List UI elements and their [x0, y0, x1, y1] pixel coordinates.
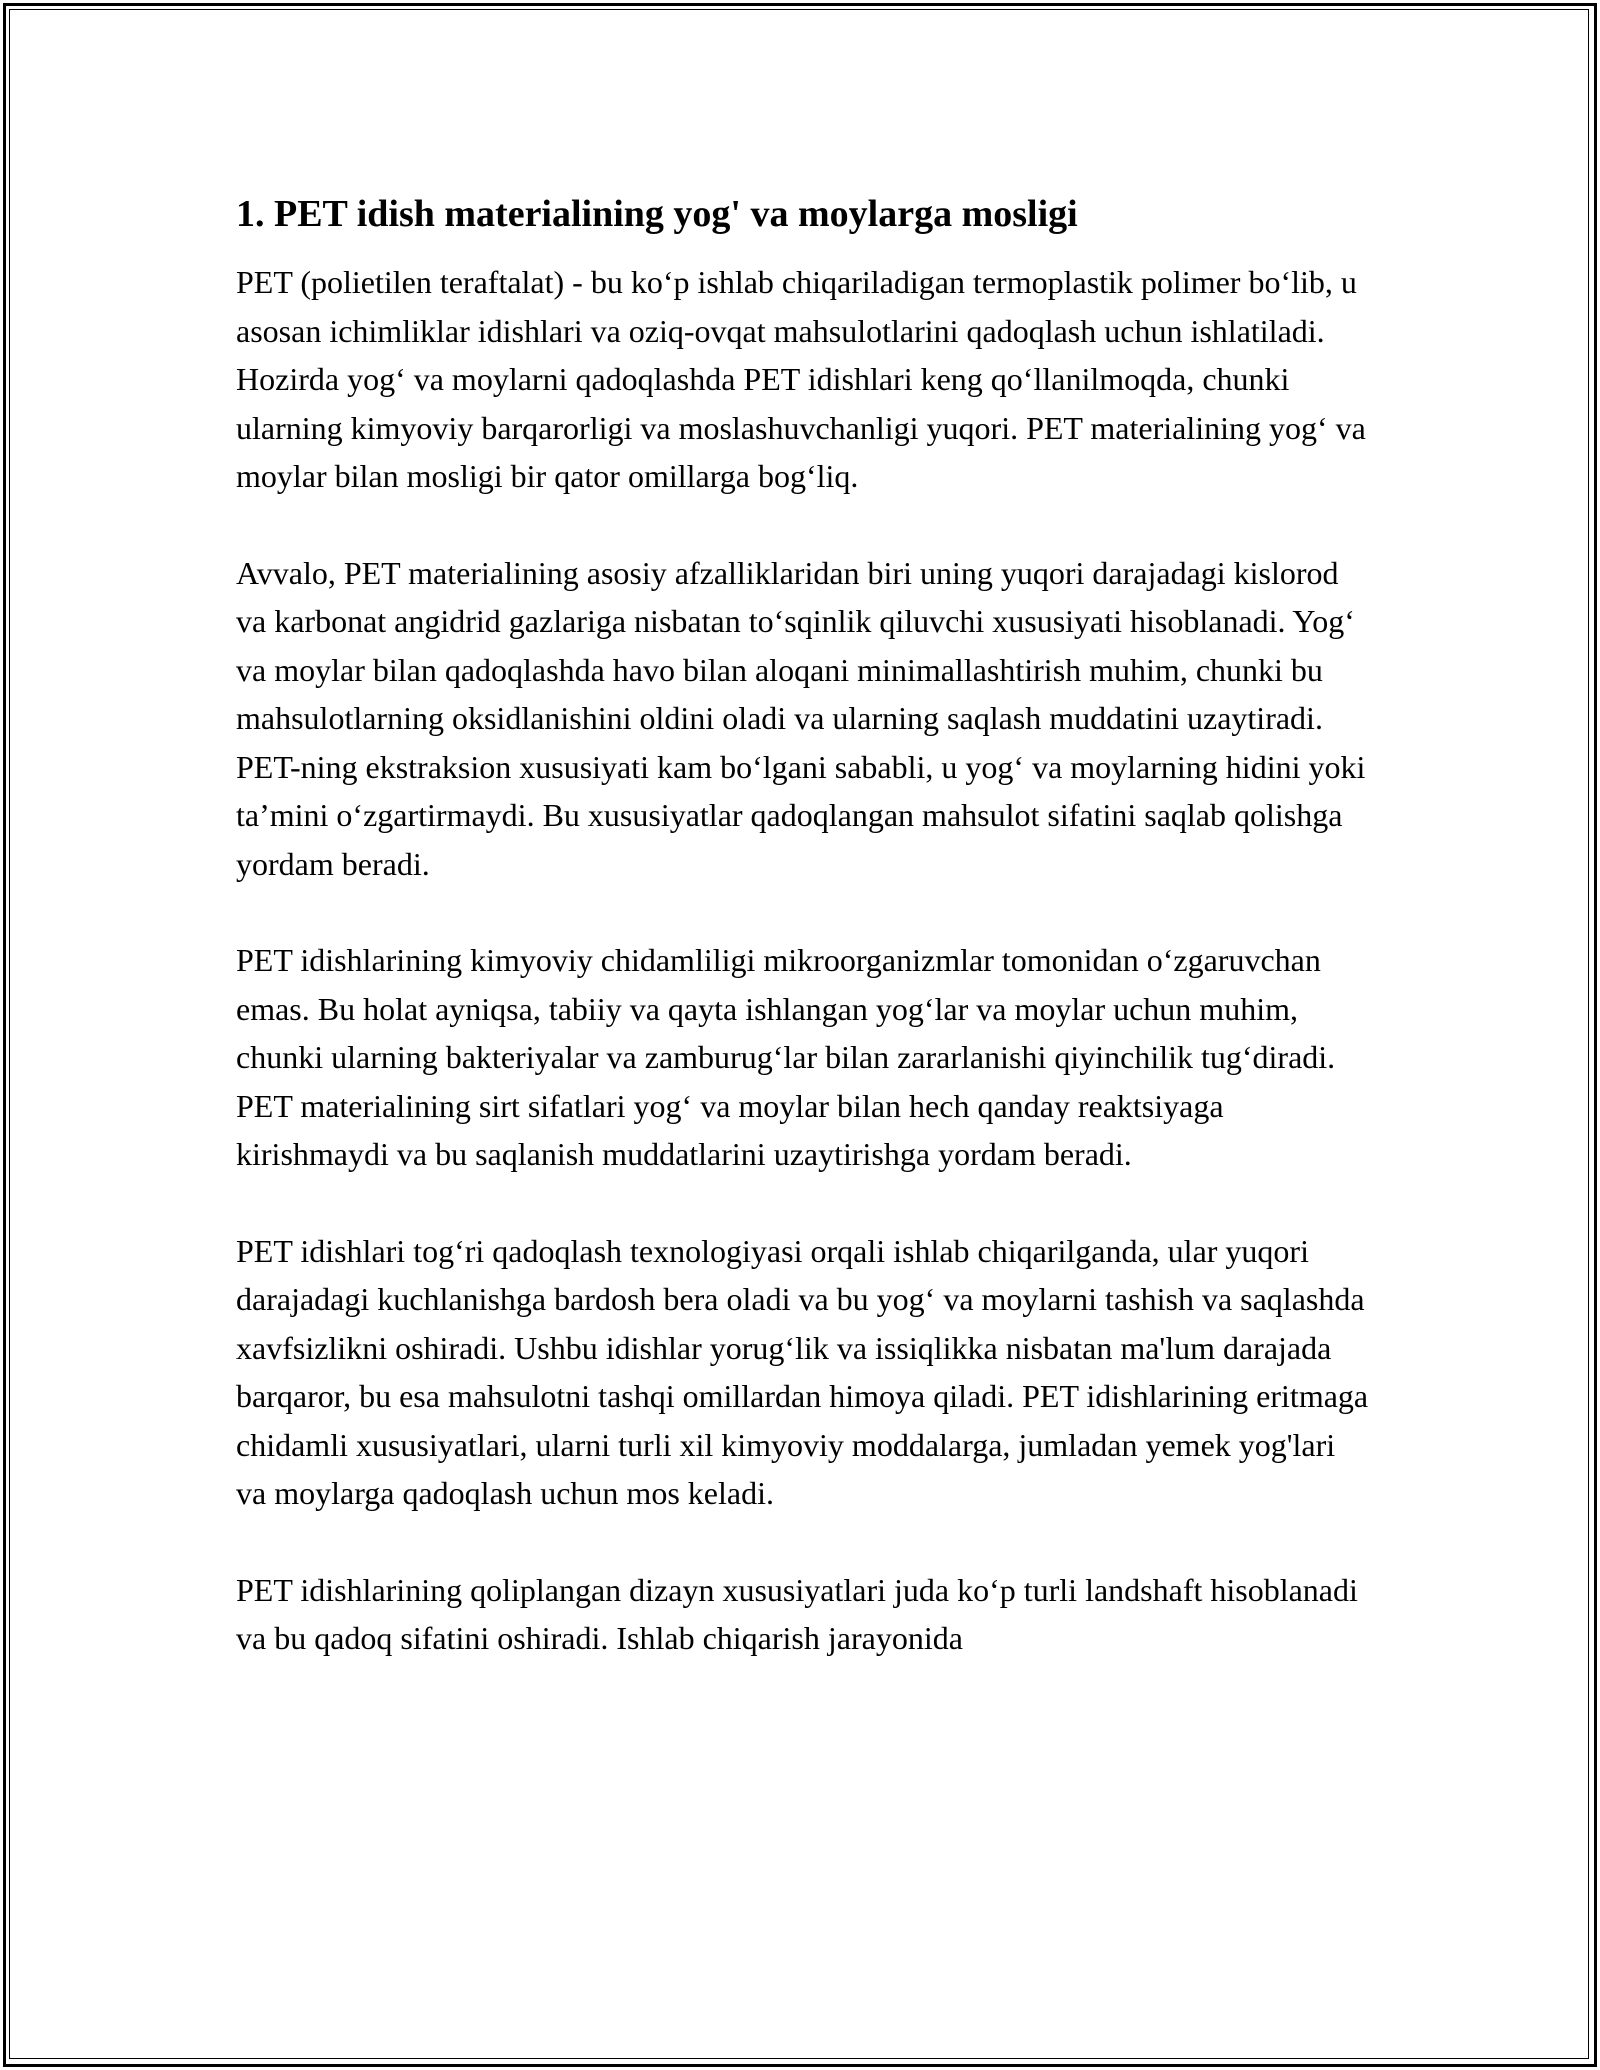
document-title: 1. PET idish materialining yog' va moylarga mosligi [236, 193, 1078, 235]
paragraph-4: PET idishlari tog‘ri qadoqlash texnologiyasi orqali ishlab chiqarilganda, ular yuqori darajadagi kuchlanishga bardosh bera oladi va bu yog‘ va moylarni tashish va saqlashda xavfsizlikni oshiradi. Ushbu idishlar yorug‘lik va issiqlikka nisbatan ma'lum darajada barqaror, bu esa mahsulotni tashqi omillardan himoya qiladi. PET idishlarining eritmaga chidamli xususiyatlari, ularni turli xil kimyoviy moddalarga, jumladan yemek yog'lari va moylarga qadoqlash uchun mos keladi. [236, 1232, 1369, 1511]
paragraph-3: PET idishlarining kimyoviy chidamliligi mikroorganizmlar tomonidan o‘zgaruvchan emas. Bu holat ayniqsa, tabiiy va qayta ishlangan yog‘lar va moylar uchun muhim, chunki ularning bakteriyalar va zamburug‘lar bilan zararlanishi qiyinchilik tug‘diradi. PET materialining sirt sifatlari yog‘ va moylar bilan hech qanday reaktsiyaga kirishmaydi va bu saqlanish muddatlarini uzaytirishga yordam beradi. [236, 942, 1336, 1172]
document-body [236, 186, 1370, 1711]
paragraph-1: PET (polietilen teraftalat) - bu ko‘p ishlab chiqariladigan termoplastik polimer bo‘lib, u asosan ichimliklar idishlari va oziq-ovqat mahsulotlarini qadoqlash uchun ishlatiladi. Hozirda yog‘ va moylarni qadoqlashda PET idishlari keng qo‘llanilmoqda, chunki ularning kimyoviy barqarorligi va moslashuvchanligi yuqori. PET materialining yog‘ va moylar bilan mosligi bir qator omillarga bog‘liq. [236, 264, 1366, 494]
paragraph-5: PET idishlarining qoliplangan dizayn xususiyatlari juda ko‘p turli landshaft hisoblanadi va bu qadoq sifatini oshiradi. Ishlab chiqarish jarayonida [236, 1571, 1358, 1656]
paragraph-2: Avvalo, PET materialining asosiy afzalliklaridan biri uning yuqori darajadagi kislorod va karbonat angidrid gazlariga nisbatan to‘sqinlik qiluvchi xususiyati hisoblanadi. Yog‘ va moylar bilan qadoqlashda havo bilan aloqani minimallashtirish muhim, chunki bu mahsulotlarning oksidlanishini oldini oladi va ularning saqlash muddatini uzaytiradi. PET-ning ekstraksion xususiyati kam bo‘lgani sababli, u yog‘ va moylarning hidini yoki ta’mini o‘zgartirmaydi. Bu xususiyatlar qadoqlangan mahsulot sifatini saqlab qolishga yordam beradi. [236, 554, 1366, 882]
